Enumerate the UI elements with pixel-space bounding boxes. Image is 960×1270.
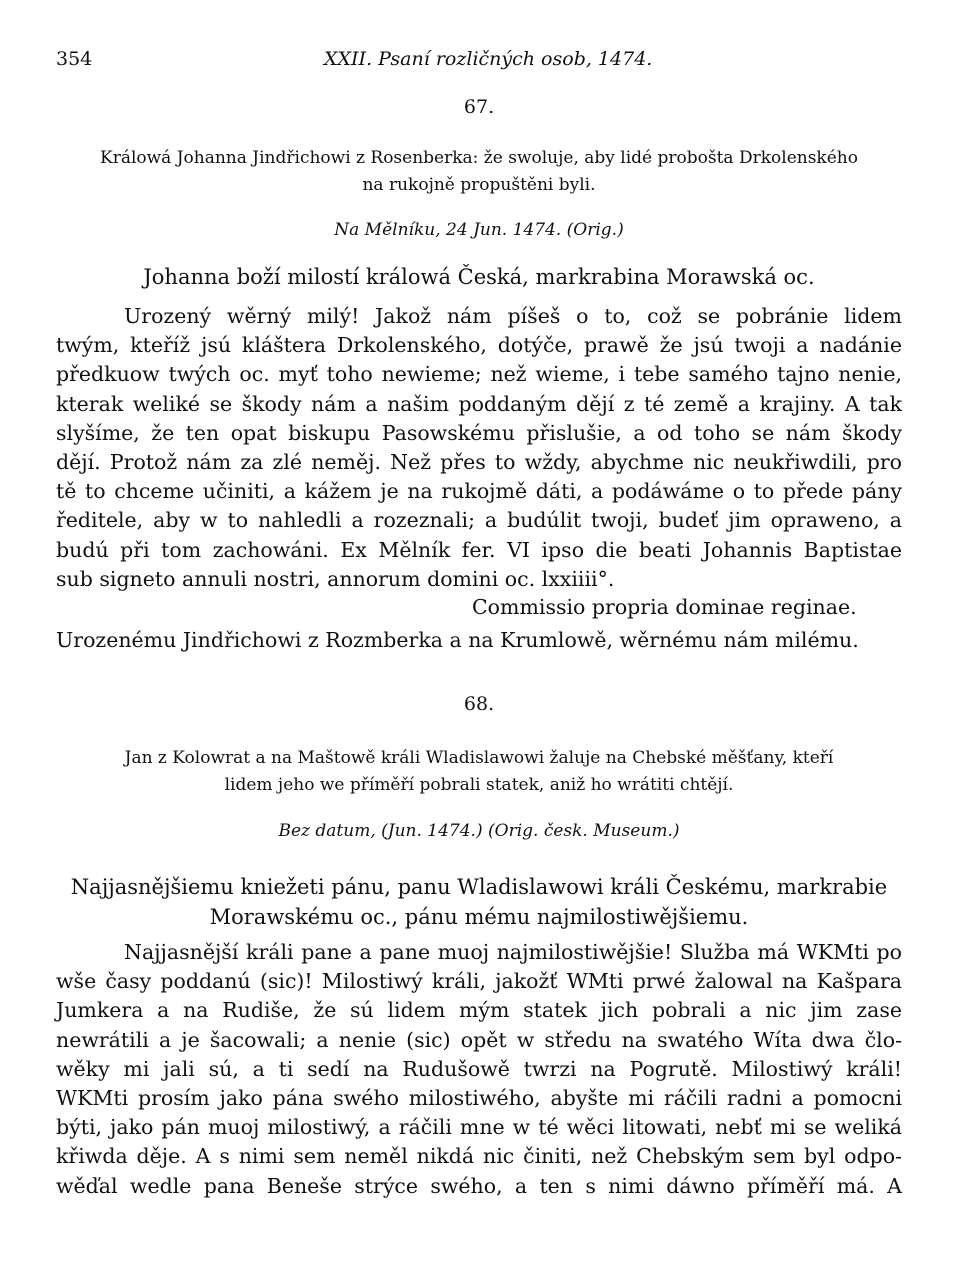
body-line: sub signeto annuli nostri, annorum domini oc. lxxiiii°.	[56, 566, 615, 591]
salutation-line: Najjasnějšiemu kniežeti pánu, panu Wladislawowi králi Českému, markrabie	[70, 875, 888, 899]
body-line: twým, kteříž jsú kláštera Drkolenského, dotýče, prawě že jsú twoji a nadánie	[56, 333, 902, 358]
body-line: tě to chceme učiniti, a kážem je na rukojmě dáti, a podáwáme o to přede pány	[56, 479, 902, 504]
summary-line: Králowá Johanna Jindřichowi z Rosenberka: že swoluje, aby lidé probošta Drkolenského	[100, 148, 858, 168]
letter-number: 67.	[463, 96, 495, 118]
letter-salutation	[56, 262, 902, 292]
body-line: newrátili a je šacowali; a nenie (sic) opět w středu na swatého Wíta dwa člo-	[56, 1027, 902, 1052]
body-line: předkuow twých oc. myť toho newieme; než wieme, i tebe samého tajno nenie,	[56, 362, 902, 387]
body-line: wěďal wedle pana Beneše strýce swého, a ten s nimi dáwno příměří má. A	[56, 1173, 902, 1198]
letter-address: Urozenému Jindřichowi z Rozmberka a na Krumlowě, wěrnému nám milému.	[56, 628, 859, 652]
body-line: Urozený wěrný milý! Jakož nám píšeš o to, což se pobránie lidem	[124, 304, 902, 328]
salutation-line: Johanna boží milostí králowá Česká, markrabina Morawská oc.	[143, 265, 815, 289]
letter-summary	[56, 745, 902, 799]
body-line: wěky mi jali sú, a ti sedí na Rudušowě twrzi na Pogrutě. Milostiwý králi!	[56, 1056, 902, 1081]
salutation-line: Morawskému oc., pánu mému najmilostiwějšiemu.	[209, 905, 749, 929]
page-number: 354	[56, 48, 93, 70]
document-page	[56, 0, 902, 1270]
letter-dateline: Bez datum, (Jun. 1474.) (Orig. česk. Museum.)	[278, 821, 680, 841]
body-line: dějí. Protož nám za zlé neměj. Než přes to wždy, abychme nic neukřiwdili, pro	[56, 450, 902, 475]
body-line: kterak weliké se škody nám a našim poddaným dějí z té země a krajiny. A tak	[56, 391, 902, 416]
body-line: WKMti prosím jako pána swého milostiwého, abyšte mi ráčili radni a pomocni	[56, 1086, 902, 1111]
letter-body	[56, 302, 902, 594]
summary-line: na rukojně propuštěni byli.	[362, 175, 596, 195]
body-line: slyšíme, že ten opat biskupu Pasowskému přislušie, a od toho se nám škody	[56, 420, 902, 445]
page-header	[56, 48, 902, 78]
letter-dateline: Na Mělníku, 24 Jun. 1474. (Orig.)	[334, 220, 624, 240]
running-head: XXII. Psaní rozličných osob, 1474.	[324, 48, 653, 70]
body-line: křiwda děje. A s nimi sem neměl nikdá nic činiti, než Chebským sem byl odpo-	[56, 1144, 902, 1169]
body-line: Jumkera a na Rudiše, že sú lidem mým statek jich pobrali a nic jim zase	[56, 998, 902, 1023]
letter-salutation	[56, 872, 902, 932]
summary-line: lidem jeho we příměří pobrali statek, aniž ho wrátiti chtějí.	[224, 775, 734, 795]
letter-summary	[56, 145, 902, 199]
summary-line: Jan z Kolowrat a na Maštowě králi Wladislawowi žaluje na Chebské měšťany, kteří	[124, 748, 834, 768]
letter-body	[56, 938, 902, 1201]
body-line: wše časy poddanú (sic)! Milostiwý králi, jakožť WMti prwé žalowal na Kašpara	[56, 969, 902, 994]
body-line: býti, jako pán muoj milostiwý, a ráčili mne w té wěci litowati, nebť mi se weliká	[56, 1115, 902, 1140]
body-line: budú při tom zachowáni. Ex Mělník fer. VI ipso die beati Johannis Baptistae	[56, 537, 902, 562]
body-line: Najjasnější králi pane a pane muoj najmilostiwějšie! Služba má WKMti po	[124, 940, 902, 964]
letter-number: 68.	[463, 693, 495, 715]
body-line: ředitele, aby w to nahledli a rozeznali; a budúlit twoji, budeť jim opraweno, a	[56, 508, 902, 533]
letter-closing: Commissio propria dominae reginae.	[472, 595, 857, 619]
